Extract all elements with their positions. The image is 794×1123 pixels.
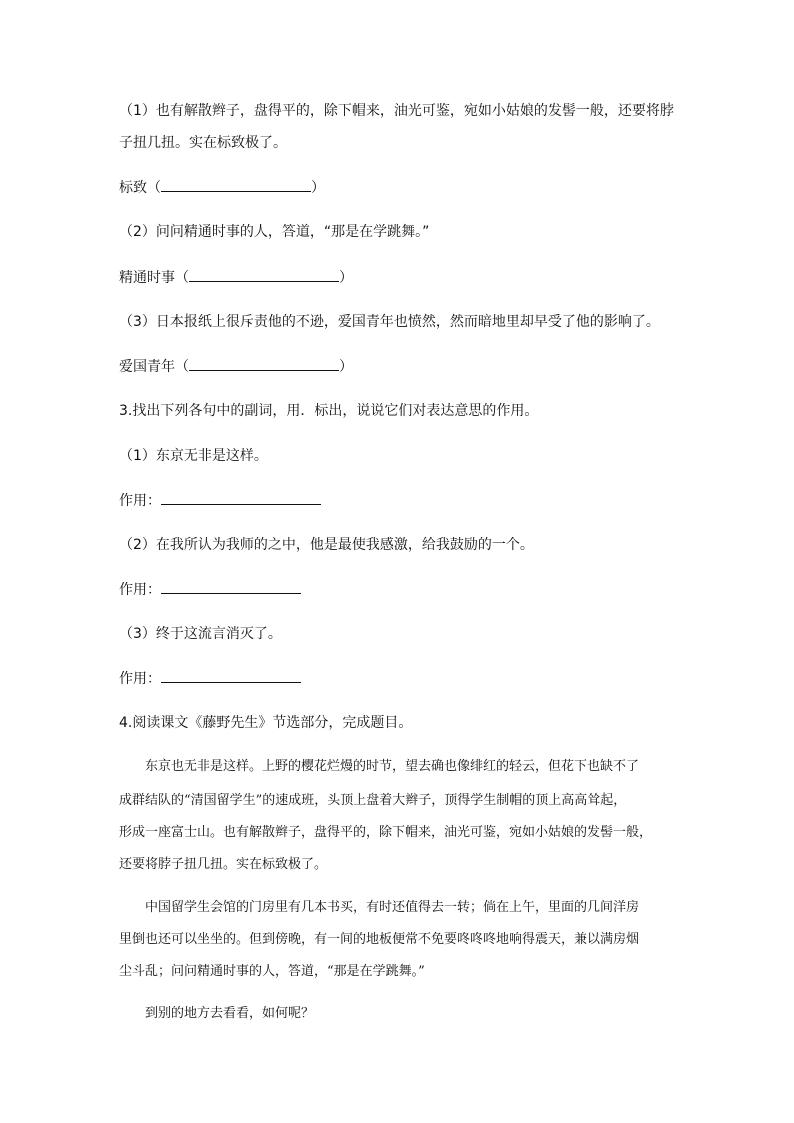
answer-blank[interactable] xyxy=(161,668,301,683)
effect-line-2 xyxy=(119,579,301,600)
passage-p2-line-1: 中国留学生会馆的门房里有几本书买，有时还值得去一转；倘在上午，里面的几间洋房 xyxy=(145,900,640,915)
q2-item-1-line-1: （1）也有解散辫子，盘得平的，除下帽来，油光可鉴，宛如小姑娘的发髻一般，还要将脖 xyxy=(119,103,674,119)
answer-blank[interactable] xyxy=(161,579,301,594)
question-4-title: 4.阅读课文《藤野先生》节选部分，完成题目。 xyxy=(119,715,413,731)
q3-item-2: （2）在我所认为我师的之中，他是最使我感激，给我鼓励的一个。 xyxy=(119,537,534,553)
passage-p1-line-1: 东京也无非是这样。上野的樱花烂熳的时节，望去确也像绯红的轻云，但花下也缺不了 xyxy=(145,759,640,774)
close-paren: ） xyxy=(339,270,353,286)
effect-label: 作用： xyxy=(119,582,161,598)
q2-item-1-line-2: 子扭几扭。实在标致极了。 xyxy=(119,135,287,151)
answer-blank[interactable] xyxy=(161,177,311,192)
passage-p2-line-3: 尘斗乱；问问精通时事的人，答道，“那是在学跳舞。” xyxy=(119,964,425,979)
passage-p1-line-4: 还要将脖子扭几扭。实在标致极了。 xyxy=(119,857,328,872)
answer-blank[interactable] xyxy=(189,356,339,371)
answer-line-aiguo xyxy=(119,356,353,377)
passage-p2-line-2: 里倒也还可以坐坐的。但到傍晚，有一间的地板便常不免要咚咚咚地响得震天，兼以满房烟 xyxy=(119,932,640,947)
answer-line-jingtong xyxy=(119,267,353,288)
term-label: 精通时事（ xyxy=(119,270,189,286)
q2-item-2: （2）问问精通时事的人，答道，“那是在学跳舞。” xyxy=(119,224,430,240)
effect-line-1 xyxy=(119,490,321,511)
q2-item-3: （3）日本报纸上很斥责他的不逊，爱国青年也愤然，然而暗地里却早受了他的影响了。 xyxy=(119,314,660,330)
effect-label: 作用： xyxy=(119,493,161,509)
term-label: 爱国青年（ xyxy=(119,359,189,375)
passage-p1-line-2: 成群结队的“清国留学生”的速成班，头顶上盘着大辫子，顶得学生制帽的顶上高高耸起， xyxy=(119,793,627,808)
q3-item-3: （3）终于这流言消灭了。 xyxy=(119,626,282,642)
answer-blank[interactable] xyxy=(189,267,339,282)
close-paren: ） xyxy=(339,359,353,375)
passage-p1-line-3: 形成一座富士山。也有解散辫子，盘得平的，除下帽来，油光可鉴，宛如小姑娘的发髻一般， xyxy=(119,825,653,840)
answer-line-biaozhi xyxy=(119,177,325,198)
term-label: 标致（ xyxy=(119,180,161,196)
answer-blank[interactable] xyxy=(161,490,321,505)
effect-line-3 xyxy=(119,668,301,689)
q3-item-1: （1）东京无非是这样。 xyxy=(119,448,268,464)
question-3-title: 3.找出下列各句中的副词，用．标出，说说它们对表达意思的作用。 xyxy=(119,403,539,419)
effect-label: 作用： xyxy=(119,671,161,687)
close-paren: ） xyxy=(311,180,325,196)
passage-p3-line-1: 到别的地方去看看，如何呢？ xyxy=(145,1006,315,1021)
